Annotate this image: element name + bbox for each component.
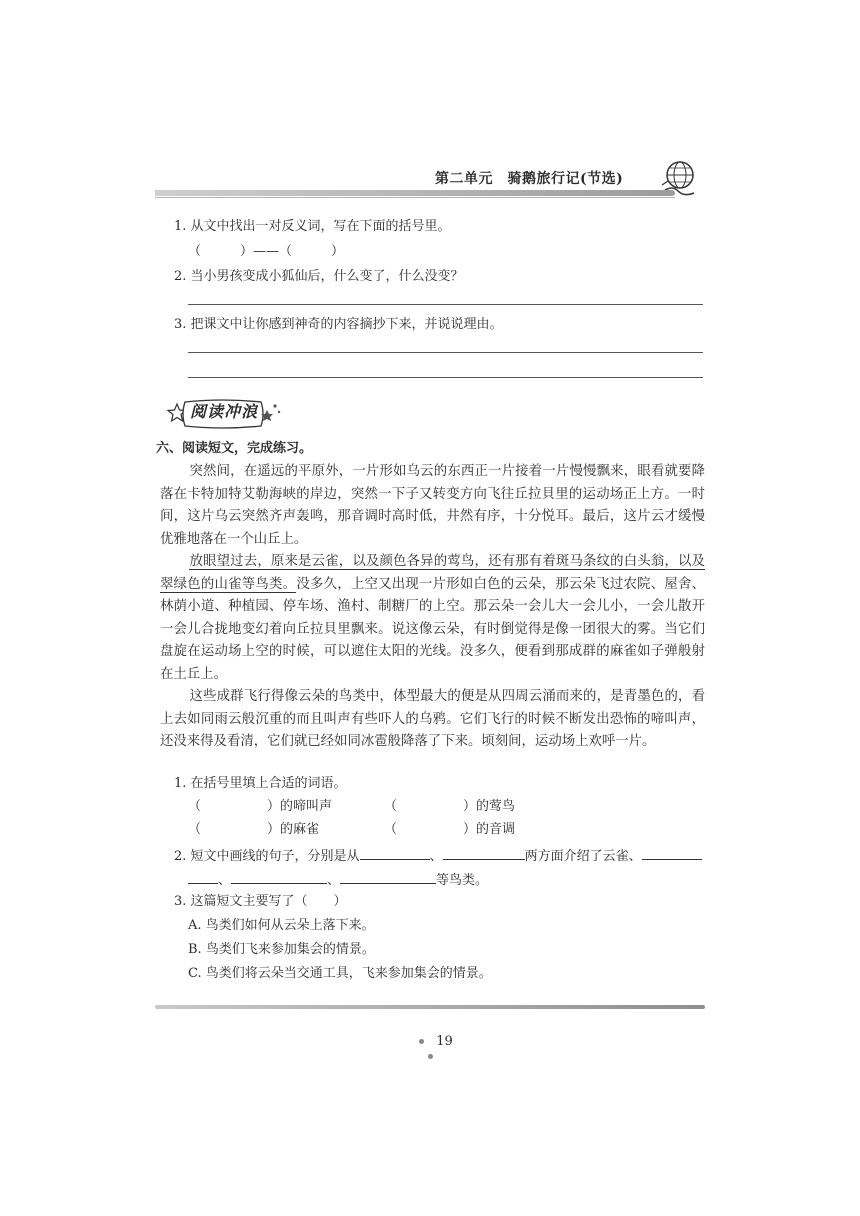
fill-item-1[interactable]: （ ）的啼叫声 xyxy=(188,799,333,814)
answer-blank[interactable] xyxy=(360,845,430,860)
answer-blank[interactable] xyxy=(642,845,702,860)
answer-blank[interactable] xyxy=(340,869,436,884)
open-paren: （ xyxy=(188,822,202,837)
fill-item-2[interactable]: （ ）的莺鸟 xyxy=(384,799,516,814)
underlined-sentence: 放眼望过去，原来是云雀，以及颜色各异的莺鸟，还有那有着斑马条纹的白头翁，以及翠绿色的山雀等鸟类。 xyxy=(160,554,705,592)
fill-item-4[interactable]: （ ）的音调 xyxy=(384,822,516,837)
open-paren: （ xyxy=(188,799,202,814)
option-a[interactable]: A. 鸟类们如何从云朵上落下来。 xyxy=(188,918,375,933)
header-divider-thin xyxy=(155,197,675,198)
s6-question-2: 2. 短文中画线的句子，分别是从 、 两方面介绍了云雀、 xyxy=(174,845,702,866)
reading-passage xyxy=(160,461,705,754)
answer-line[interactable] xyxy=(188,377,703,378)
passage-paragraph-2 xyxy=(160,551,705,686)
answer-blank[interactable] xyxy=(443,845,525,860)
unit-title: 第二单元 骑鹅旅行记(节选) xyxy=(435,171,624,187)
s6-question-2-cont: 、 、 等鸟类。 xyxy=(188,869,488,890)
passage-paragraph-3: 这些成群飞行得像云朵的鸟类中，体型最大的便是从四周云涌而来的，是青墨色的，看上去如同雨云般沉重的而且叫声有些吓人的乌鸦。它们飞行的时候不断发出恐怖的啼叫声，还没来得及看清，它们就已经如同冰雹般降落了下来。顷刻间，运动场上欢呼一片。 xyxy=(160,689,705,749)
page-number: 19 xyxy=(395,1034,465,1064)
question-3: 3. 把课文中让你感到神奇的内容摘抄下来，并说说理由。 xyxy=(174,317,503,332)
section-6-title: 六、阅读短文，完成练习。 xyxy=(156,441,313,456)
question-2: 2. 当小男孩变成小狐仙后，什么变了，什么没变？ xyxy=(174,269,464,284)
passage-paragraph-1: 突然间，在遥远的平原外，一片形如乌云的东西正一片接着一片慢慢飘来，眼看就要降落在卡特加特艾勒海峡的岸边，突然一下子又转变方向飞往丘拉貝里的运动场正上方。一时间，这片乌云突然齐声轰鸣，那音调时高时低，井然有序，十分悦耳。最后，这片云才缓慢优雅地落在一个山丘上。 xyxy=(160,464,705,547)
answer-line[interactable] xyxy=(188,352,703,353)
footer-divider xyxy=(155,1005,705,1009)
answer-line[interactable] xyxy=(188,304,703,305)
question-1: 1. 从文中找出一对反义词，写在下面的括号里。 xyxy=(174,219,451,234)
dot-icon xyxy=(419,1039,424,1044)
question-1-answer-blank[interactable]: （ ）——（ ） xyxy=(188,244,345,259)
answer-blank[interactable] xyxy=(188,869,218,884)
option-b[interactable]: B. 鸟类们飞来参加集会的情景。 xyxy=(188,942,375,957)
banner-title: 阅读冲浪 xyxy=(190,402,259,421)
open-paren: （ xyxy=(384,799,398,814)
option-c[interactable]: C. 鸟类们将云朵当交通工具，飞来参加集会的情景。 xyxy=(188,966,492,981)
answer-blank[interactable] xyxy=(231,869,327,884)
open-paren: （ xyxy=(384,822,398,837)
dot-icon xyxy=(428,1054,433,1059)
s6-question-1: 1. 在括号里填上合适的词语。 xyxy=(174,776,347,791)
header-divider xyxy=(155,190,675,196)
fill-item-3[interactable]: （ ）的麻雀 xyxy=(188,822,320,837)
passage-paragraph-2-rest: 没多久，上空又出现一片形如白色的云朵，那云朵飞过农院、屋舍、林荫小道、种植园、停车场、渔村、制糖厂的上空。那云朵一会儿大一会儿小，一会儿散开一会儿合拢地变幻着向丘拉貝里飘来。说这像云朵，有时倒觉得是像一团很大的雾。当它们盘旋在运动场上空的时候，可以遮住太阳的光线。没多久，便看到那成群的麻雀如子弹般射在土丘上。 xyxy=(160,576,706,682)
s6-question-3: 3. 这篇短文主要写了（ ） xyxy=(174,894,347,909)
